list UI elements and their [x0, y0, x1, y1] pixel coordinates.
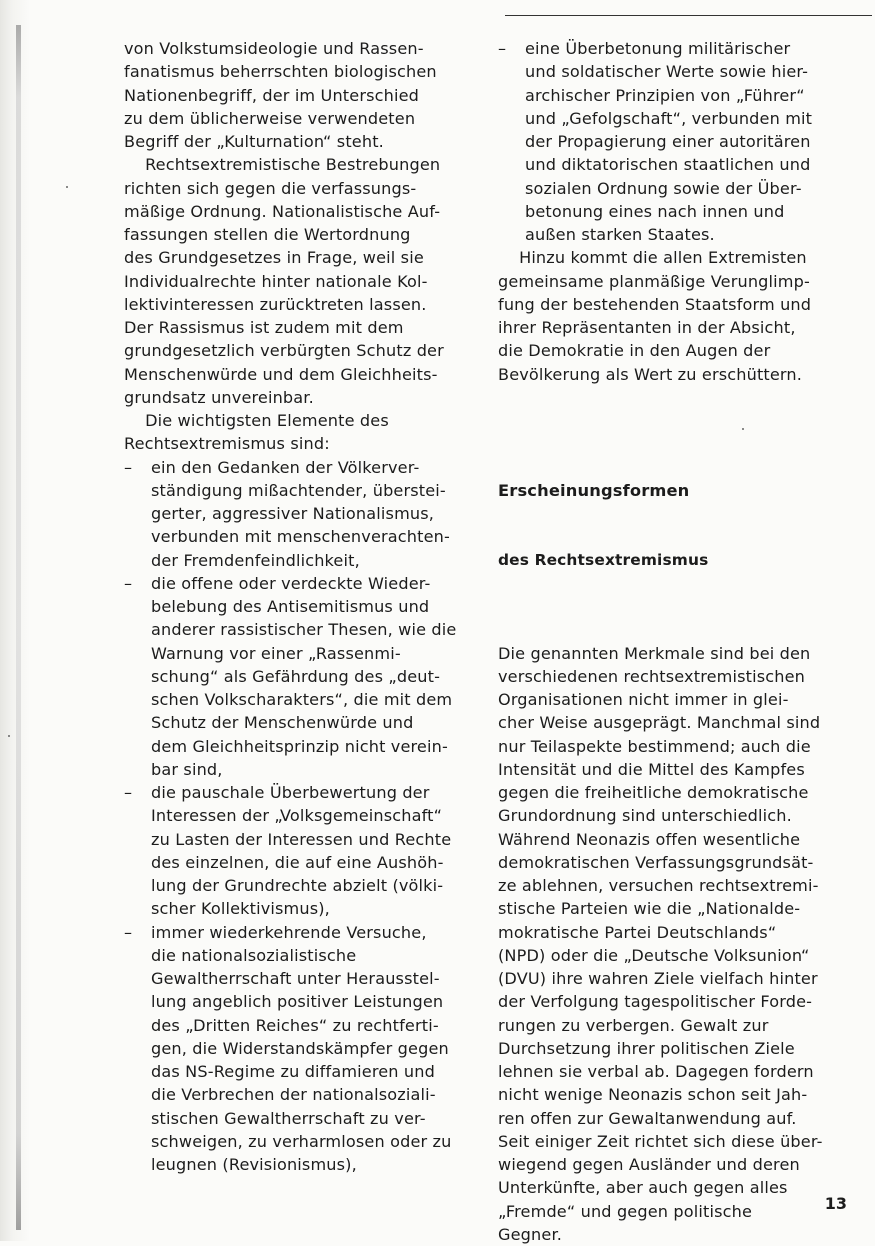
text-line [498, 270, 846, 293]
list-item-continuation [124, 549, 484, 572]
list-item-continuation [498, 130, 846, 153]
line-text: die pauschale Überbewertung der [151, 783, 430, 802]
line-text: grundgesetzlich verbürgten Schutz der [124, 341, 444, 360]
line-text: ständigung mißachtender, überstei- [151, 481, 446, 500]
line-text: außen starken Staates. [525, 225, 715, 244]
line-text: die offene oder verdeckte Wieder- [151, 574, 430, 593]
list-dash: – [498, 37, 506, 60]
text-line [498, 339, 846, 362]
text-line [124, 177, 484, 200]
line-text: mäßige Ordnung. Nationalistische Auf- [124, 202, 440, 221]
line-text: des Grundgesetzes in Frage, weil sie [124, 248, 424, 267]
line-text: gemeinsame planmäßige Verunglimp- [498, 272, 810, 291]
text-line [498, 1037, 846, 1060]
line-text: mokratische Partei Deutschlands“ [498, 923, 776, 942]
line-text: Die wichtigsten Elemente des [124, 411, 389, 430]
text-line [498, 1130, 846, 1153]
line-text: das NS-Regime zu diffamieren und [151, 1062, 435, 1081]
line-text: zu Lasten der Interessen und Rechte [151, 830, 451, 849]
list-item-continuation [124, 665, 484, 688]
right-column-body [498, 642, 846, 1246]
line-text: stische Parteien wie die „Nationalde- [498, 899, 800, 918]
line-text: gegen die freiheitliche demokratische [498, 783, 809, 802]
left-column [124, 37, 484, 1176]
text-line [124, 60, 484, 83]
section-heading-line-2: des Rechtsextremismus [498, 549, 846, 572]
text-line [498, 246, 846, 269]
line-text: verbunden mit menschenverachten- [151, 527, 450, 546]
text-line [124, 363, 484, 386]
line-text: und „Gefolgschaft“, verbunden mit [525, 109, 812, 128]
list-item-continuation [124, 1014, 484, 1037]
line-text: Gewaltherrschaft unter Herausstel- [151, 969, 440, 988]
list-item-continuation [124, 479, 484, 502]
line-text: Seit einiger Zeit richtet sich diese über- [498, 1132, 823, 1151]
line-text: der Fremdenfeindlichkeit, [151, 551, 360, 570]
list-item-continuation [124, 1107, 484, 1130]
line-text: lung der Grundrechte abzielt (völki- [151, 876, 443, 895]
line-text: lehnen sie verbal ab. Dagegen fordern [498, 1062, 814, 1081]
list-item-continuation [124, 851, 484, 874]
line-text: Während Neonazis offen wesentliche [498, 830, 800, 849]
text-line [498, 967, 846, 990]
text-line [124, 293, 484, 316]
line-text: richten sich gegen die verfassungs- [124, 179, 416, 198]
list-item-continuation [498, 200, 846, 223]
text-line [124, 339, 484, 362]
text-line [498, 874, 846, 897]
text-line [498, 735, 846, 758]
list-item-continuation [124, 967, 484, 990]
line-text: die Demokratie in den Augen der [498, 341, 770, 360]
text-line [498, 1083, 846, 1106]
scan-speck [8, 735, 10, 737]
line-text: verschiedenen rechtsextremistischen [498, 667, 805, 686]
line-text: schweigen, zu verharmlosen oder zu [151, 1132, 451, 1151]
line-text: Menschenwürde und dem Gleichheits- [124, 365, 438, 384]
text-line [124, 409, 484, 432]
list-item-continuation [124, 735, 484, 758]
line-text: gen, die Widerstandskämpfer gegen [151, 1039, 449, 1058]
binding-edge [0, 0, 30, 1241]
text-line [124, 432, 484, 455]
list-dash: – [124, 456, 132, 479]
list-dash: – [124, 921, 132, 944]
list-item-continuation [124, 944, 484, 967]
text-line [498, 1223, 846, 1246]
line-text: zu dem üblicherweise verwendeten [124, 109, 415, 128]
scan-speck [742, 428, 744, 430]
line-text: Gegner. [498, 1225, 562, 1244]
line-text: Intensität und die Mittel des Kampfes [498, 760, 805, 779]
scan-speck [66, 186, 68, 188]
line-text: lektivinteressen zurücktreten lassen. [124, 295, 427, 314]
line-text: grundsatz unvereinbar. [124, 388, 314, 407]
line-text: Rechtsextremismus sind: [124, 434, 330, 453]
line-text: und soldatischer Werte sowie hier- [525, 62, 808, 81]
line-text: ein den Gedanken der Völkerver- [151, 458, 419, 477]
line-text: scher Kollektivismus), [151, 899, 330, 918]
line-text: „Fremde“ und gegen politische [498, 1202, 752, 1221]
line-text: Individualrechte hinter nationale Kol- [124, 272, 428, 291]
line-text: von Volkstumsideologie und Rassen- [124, 39, 424, 58]
list-item-continuation [498, 223, 846, 246]
text-line [124, 223, 484, 246]
text-line [124, 37, 484, 60]
list-item-start [124, 572, 484, 595]
line-text: ze ablehnen, versuchen rechtsextremi- [498, 876, 819, 895]
line-text: Begriff der „Kulturnation“ steht. [124, 132, 384, 151]
line-text: wiegend gegen Ausländer und deren [498, 1155, 800, 1174]
text-line [498, 828, 846, 851]
text-line [498, 851, 846, 874]
text-line [498, 804, 846, 827]
line-text: Schutz der Menschenwürde und [151, 713, 413, 732]
line-text: Nationenbegriff, der im Unterschied [124, 86, 419, 105]
line-text: rungen zu verbergen. Gewalt zur [498, 1016, 768, 1035]
list-item-continuation [124, 804, 484, 827]
list-item-continuation [124, 990, 484, 1013]
line-text: fanatismus beherrschten biologischen [124, 62, 437, 81]
section-heading [498, 432, 846, 618]
text-line [124, 107, 484, 130]
list-item-continuation [124, 1130, 484, 1153]
list-item-continuation [124, 595, 484, 618]
page-number: 13 [825, 1194, 847, 1213]
list-item-continuation [124, 525, 484, 548]
line-text: fung der bestehenden Staatsform und [498, 295, 811, 314]
list-dash: – [124, 572, 132, 595]
text-line [498, 781, 846, 804]
line-text: ren offen zur Gewaltanwendung auf. [498, 1109, 796, 1128]
line-text: der Verfolgung tagespolitischer Forde- [498, 992, 812, 1011]
list-item-continuation [124, 874, 484, 897]
list-item-start [498, 37, 846, 60]
line-text: Unterkünfte, aber auch gegen alles [498, 1178, 788, 1197]
text-line [498, 642, 846, 665]
text-line [124, 153, 484, 176]
text-line [124, 386, 484, 409]
text-line [498, 1014, 846, 1037]
list-item-continuation [124, 1037, 484, 1060]
line-text: nur Teilaspekte bestimmend; auch die [498, 737, 811, 756]
line-text: gerter, aggressiver Nationalismus, [151, 504, 434, 523]
line-text: Rechtsextremistische Bestrebungen [124, 155, 440, 174]
line-text: sozialen Ordnung sowie der Über- [525, 179, 802, 198]
line-text: bar sind, [151, 760, 223, 779]
list-item-continuation [124, 1083, 484, 1106]
text-line [498, 665, 846, 688]
text-line [124, 270, 484, 293]
text-line [124, 200, 484, 223]
line-text: des einzelnen, die auf eine Aushöh- [151, 853, 444, 872]
line-text: Grundordnung sind unterschiedlich. [498, 806, 792, 825]
list-item-start [124, 456, 484, 479]
line-text: eine Überbetonung militärischer [525, 39, 790, 58]
list-item-continuation [124, 688, 484, 711]
list-item-continuation [124, 897, 484, 920]
text-line [498, 688, 846, 711]
text-line [498, 758, 846, 781]
line-text: Die genannten Merkmale sind bei den [498, 644, 810, 663]
line-text: Interessen der „Volksgemeinschaft“ [151, 806, 442, 825]
line-text: die Verbrechen der nationalsoziali- [151, 1085, 436, 1104]
text-line [124, 316, 484, 339]
list-item-continuation [124, 711, 484, 734]
text-line [498, 1153, 846, 1176]
line-text: fassungen stellen die Wertordnung [124, 225, 411, 244]
line-text: betonung eines nach innen und [525, 202, 784, 221]
list-item-continuation [498, 84, 846, 107]
text-line [498, 1176, 846, 1199]
right-column [498, 37, 846, 1246]
section-heading-line-1: Erscheinungsformen [498, 479, 846, 502]
header-rule [505, 15, 872, 16]
list-dash: – [124, 781, 132, 804]
line-text: schung“ als Gefährdung des „deut- [151, 667, 440, 686]
text-line [498, 1060, 846, 1083]
list-item-start [124, 781, 484, 804]
line-text: (NPD) oder die „Deutsche Volksunion“ [498, 946, 810, 965]
list-item-continuation [124, 758, 484, 781]
line-text: die nationalsozialistische [151, 946, 356, 965]
line-text: lung angeblich positiver Leistungen [151, 992, 443, 1011]
line-text: dem Gleichheitsprinzip nicht verein- [151, 737, 448, 756]
line-text: immer wiederkehrende Versuche, [151, 923, 427, 942]
text-line [498, 293, 846, 316]
list-item-continuation [498, 177, 846, 200]
text-line [498, 711, 846, 734]
text-line [498, 921, 846, 944]
text-line [498, 897, 846, 920]
line-text: (DVU) ihre wahren Ziele vielfach hinter [498, 969, 818, 988]
text-line [498, 1200, 846, 1223]
text-line [124, 130, 484, 153]
text-line [498, 1107, 846, 1130]
line-text: Warnung vor einer „Rassenmi- [151, 644, 401, 663]
list-item-continuation [498, 153, 846, 176]
line-text: und diktatorischen staatlichen und [525, 155, 810, 174]
line-text: leugnen (Revisionismus), [151, 1155, 357, 1174]
line-text: der Propagierung einer autoritären [525, 132, 811, 151]
list-item-continuation [124, 1060, 484, 1083]
line-text: Bevölkerung als Wert zu erschüttern. [498, 365, 802, 384]
list-item-start [124, 921, 484, 944]
line-text: anderer rassistischer Thesen, wie die [151, 620, 456, 639]
list-item-continuation [498, 60, 846, 83]
line-text: schen Volkscharakters“, die mit dem [151, 690, 452, 709]
text-line [498, 944, 846, 967]
line-text: Durchsetzung ihrer politischen Ziele [498, 1039, 795, 1058]
list-item-continuation [124, 618, 484, 641]
line-text: cher Weise ausgeprägt. Manchmal sind [498, 713, 820, 732]
list-item-continuation [124, 642, 484, 665]
list-item-continuation [124, 828, 484, 851]
line-text: belebung des Antisemitismus und [151, 597, 429, 616]
text-line [498, 990, 846, 1013]
list-item-continuation [124, 1153, 484, 1176]
text-line [124, 246, 484, 269]
line-text: archischer Prinzipien von „Führer“ [525, 86, 805, 105]
text-line [498, 316, 846, 339]
line-text: stischen Gewaltherrschaft zu ver- [151, 1109, 426, 1128]
list-item-continuation [498, 107, 846, 130]
right-column-list [498, 37, 846, 386]
list-item-continuation [124, 502, 484, 525]
line-text: Organisationen nicht immer in glei- [498, 690, 789, 709]
text-line [498, 363, 846, 386]
line-text: des „Dritten Reiches“ zu rechtferti- [151, 1016, 439, 1035]
line-text: nicht wenige Neonazis schon seit Jah- [498, 1085, 807, 1104]
text-line [124, 84, 484, 107]
line-text: Hinzu kommt die allen Extremisten [498, 248, 807, 267]
line-text: ihrer Repräsentanten in der Absicht, [498, 318, 796, 337]
line-text: demokratischen Verfassungsgrundsät- [498, 853, 814, 872]
line-text: Der Rassismus ist zudem mit dem [124, 318, 404, 337]
